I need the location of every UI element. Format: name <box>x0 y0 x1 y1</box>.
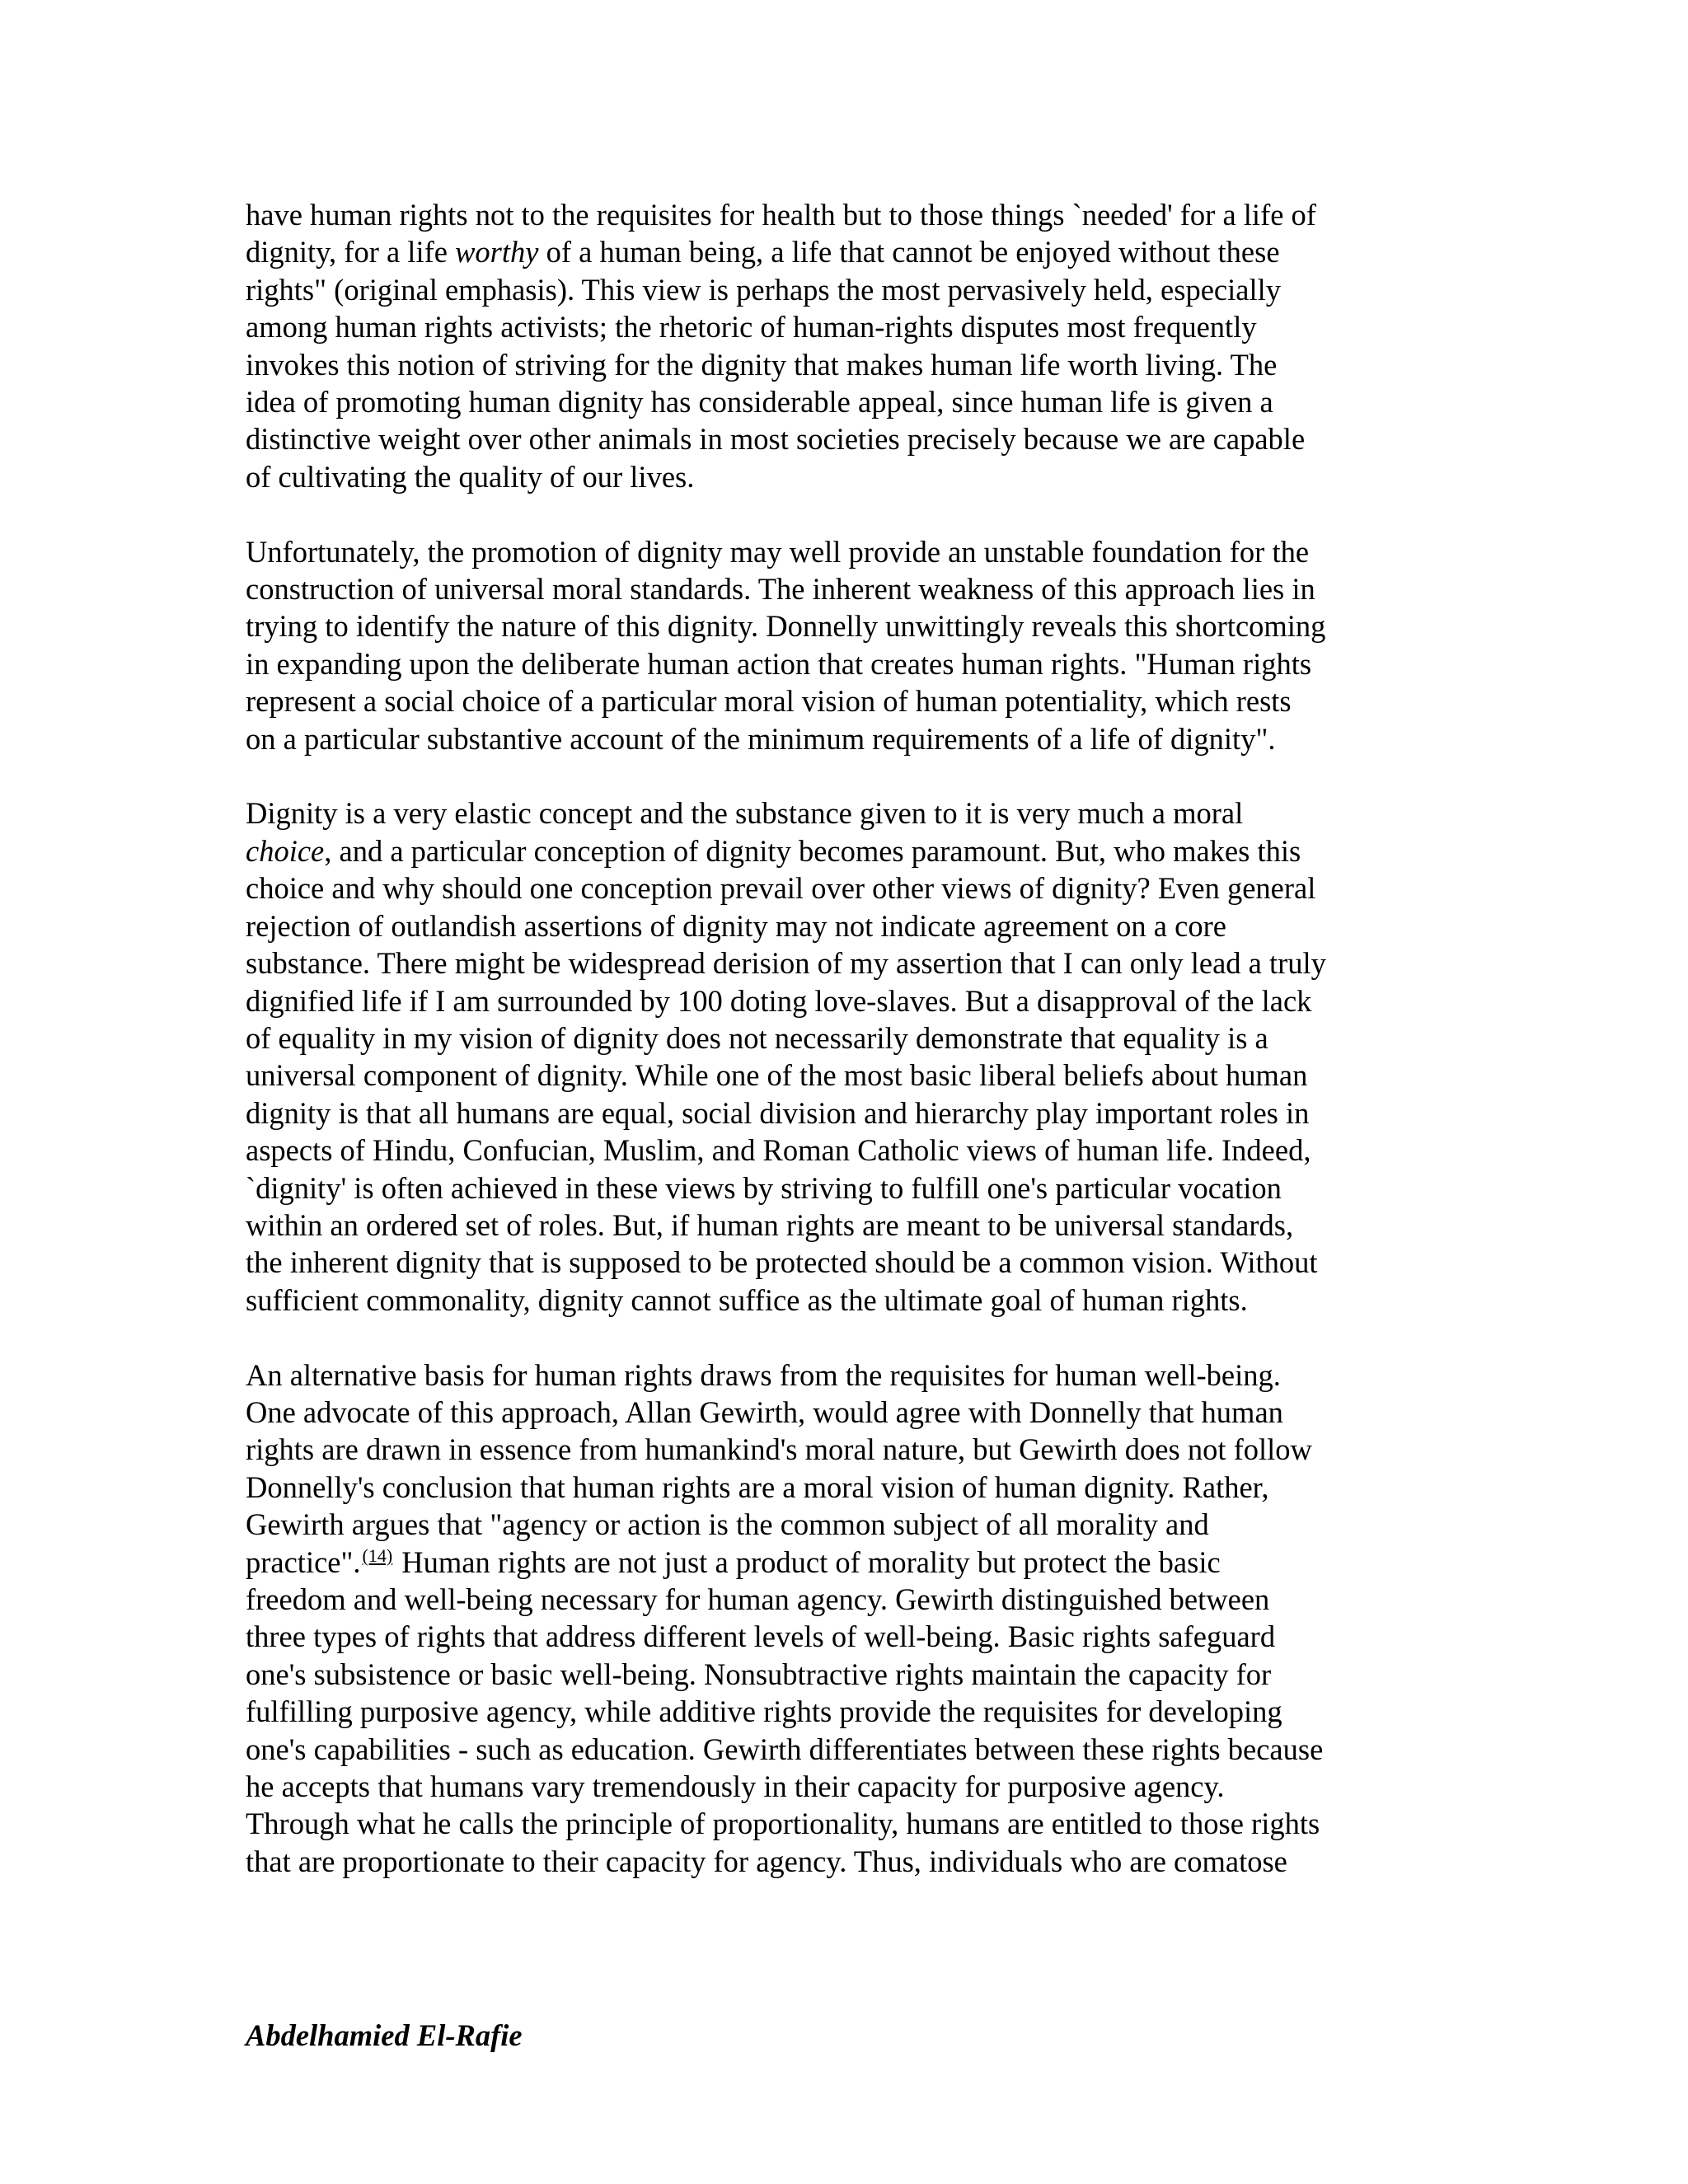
paragraph <box>246 794 1457 1319</box>
text-line: construction of universal moral standards. The inherent weakness of this approach lies in <box>246 572 1315 607</box>
text-line: freedom and well-being necessary for human agency. Gewirth distinguished between <box>246 1582 1270 1616</box>
text-run: of a human being, a life that cannot be enjoyed without these <box>538 235 1280 269</box>
text-line: one's capabilities - such as education. Gewirth differentiates between these rights because <box>246 1732 1324 1766</box>
text-line: choice and why should one conception prevail over other views of dignity? Even general <box>246 871 1316 906</box>
text-line: have human rights not to the requisites for health but to those things `needed' for a life of <box>246 198 1316 232</box>
text-line: distinctive weight over other animals in most societies precisely because we are capable <box>246 422 1306 457</box>
text-line <box>246 233 1457 270</box>
text-line: sufficient commonality, dignity cannot suffice as the ultimate goal of human rights. <box>246 1282 1248 1317</box>
text-run: , and a particular conception of dignity becomes paramount. But, who makes this <box>324 833 1301 868</box>
text-line: three types of rights that address different levels of well-being. Basic rights safeguard <box>246 1619 1276 1654</box>
text-line: `dignity' is often achieved in these views by striving to fulfill one's particular vocation <box>246 1170 1282 1205</box>
text-run: dignity, for a life <box>246 235 456 269</box>
text-line: among human rights activists; the rhetoric of human-rights disputes most frequently <box>246 310 1257 344</box>
text-line: fulfilling purposive agency, while additive rights provide the requisites for developing <box>246 1694 1282 1729</box>
text-line: dignity is that all humans are equal, social division and hierarchy play important roles in <box>246 1095 1310 1130</box>
text-line: Donnelly's conclusion that human rights are a moral vision of human dignity. Rather, <box>246 1469 1269 1504</box>
text-line: idea of promoting human dignity has considerable appeal, since human life is given a <box>246 385 1273 419</box>
emphasized-word: choice <box>246 833 325 868</box>
text-line: invokes this notion of striving for the dignity that makes human life worth living. The <box>246 347 1278 382</box>
text-line: on a particular substantive account of the minimum requirements of a life of dignity". <box>246 721 1276 756</box>
text-line <box>246 832 1457 869</box>
text-line: trying to identify the nature of this dignity. Donnelly unwittingly reveals this shortcoming <box>246 609 1326 644</box>
text-line: Unfortunately, the promotion of dignity may well provide an unstable foundation for the <box>246 534 1310 569</box>
paragraph <box>246 196 1457 495</box>
emphasized-word: worthy <box>455 235 539 269</box>
text-line: rights are drawn in essence from humankind's moral nature, but Gewirth does not follow <box>246 1432 1312 1467</box>
text-line: Dignity is a very elastic concept and the substance given to it is very much a moral <box>246 796 1244 831</box>
text-line: aspects of Hindu, Confucian, Muslim, and Roman Catholic views of human life. Indeed, <box>246 1133 1311 1168</box>
footnote-link[interactable]: (14) <box>362 1544 393 1566</box>
text-line: within an ordered set of roles. But, if human rights are meant to be universal standards, <box>246 1207 1294 1242</box>
text-line: dignified life if I am surrounded by 100 doting love-slaves. But a disapproval of the lack <box>246 983 1312 1018</box>
footer-author: Abdelhamied El-Rafie <box>246 2018 523 2052</box>
text-line: that are proportionate to their capacity for agency. Thus, individuals who are comatose <box>246 1844 1287 1878</box>
text-line: rights" (original emphasis). This view is perhaps the most pervasively held, especially <box>246 272 1281 307</box>
text-line: one's subsistence or basic well-being. Nonsubtractive rights maintain the capacity for <box>246 1657 1272 1691</box>
paragraph <box>246 533 1457 757</box>
text-line: of equality in my vision of dignity does not necessarily demonstrate that equality is a <box>246 1020 1268 1055</box>
text-run: practice". <box>246 1544 361 1579</box>
text-line: he accepts that humans vary tremendously in their capacity for purposive agency. <box>246 1769 1225 1804</box>
text-line: Through what he calls the principle of proportionality, humans are entitled to those rights <box>246 1807 1320 1841</box>
text-line: Gewirth argues that "agency or action is the common subject of all morality and <box>246 1507 1209 1542</box>
text-line: of cultivating the quality of our lives. <box>246 459 695 494</box>
text-line: represent a social choice of a particular moral vision of human potentiality, which rests <box>246 684 1292 719</box>
text-line <box>246 1544 1457 1581</box>
text-line: the inherent dignity that is supposed to be protected should be a common vision. Without <box>246 1245 1318 1280</box>
text-line: One advocate of this approach, Allan Gewirth, would agree with Donnelly that human <box>246 1394 1283 1429</box>
text-line: An alternative basis for human rights draws from the requisites for human well-being. <box>246 1357 1281 1392</box>
text-run: Human rights are not just a product of morality but protect the basic <box>394 1544 1221 1579</box>
text-line: in expanding upon the deliberate human action that creates human rights. "Human rights <box>246 646 1312 681</box>
document-body <box>246 196 1457 1918</box>
text-line: substance. There might be widespread derision of my assertion that I can only lead a truly <box>246 946 1326 981</box>
text-line: universal component of dignity. While one of the most basic liberal beliefs about human <box>246 1058 1308 1093</box>
text-line: rejection of outlandish assertions of dignity may not indicate agreement on a core <box>246 908 1226 943</box>
paragraph <box>246 1357 1457 1881</box>
